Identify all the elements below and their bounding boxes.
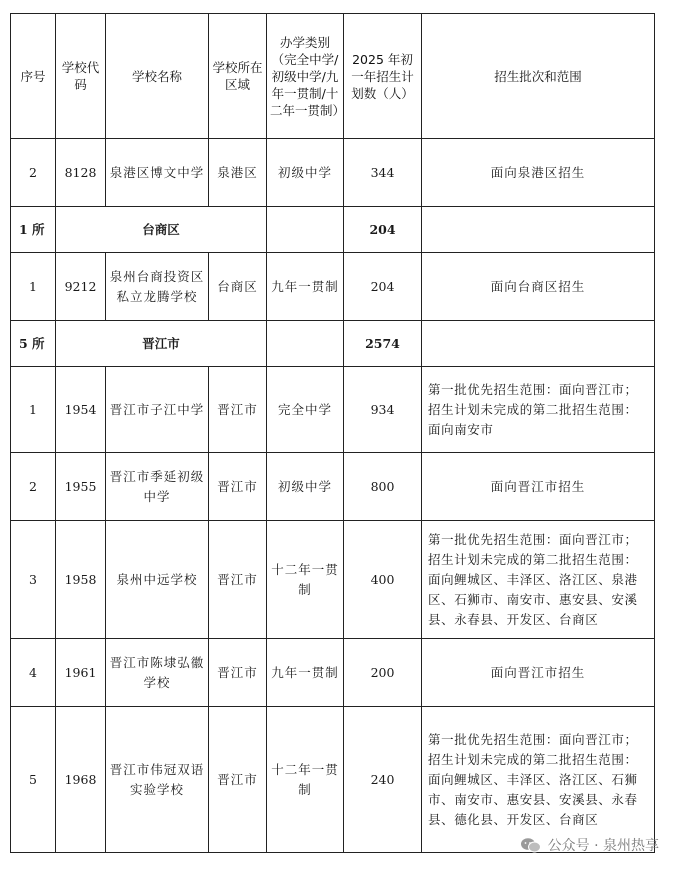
district-empty: [422, 321, 655, 367]
header-scope: 招生批次和范围: [422, 14, 655, 139]
cell-scope: 面向泉港区招生: [422, 139, 655, 207]
cell-seq: 4: [11, 639, 56, 707]
cell-school-name: 晋江市陈埭弘徽学校: [106, 639, 209, 707]
cell-scope: 第一批优先招生范围：面向晋江市；招生计划未完成的第二批招生范围：面向鲤城区、丰泽区、洛江区、泉港区、石狮市、南安市、惠安县、安溪县、永春县、开发区、台商区: [422, 521, 655, 639]
district-name: 台商区: [56, 207, 267, 253]
cell-seq: 1: [11, 367, 56, 453]
district-empty: [267, 207, 344, 253]
table-row: [11, 639, 655, 707]
cell-code: 9212: [56, 253, 106, 321]
cell-type: 初级中学: [267, 453, 344, 521]
cell-seq: 3: [11, 521, 56, 639]
header-name: 学校名称: [106, 14, 209, 139]
cell-plan: 344: [344, 139, 422, 207]
wechat-icon: [520, 837, 542, 853]
wechat-watermark: [520, 835, 659, 855]
cell-type: 九年一贯制: [267, 253, 344, 321]
cell-plan: 200: [344, 639, 422, 707]
cell-seq: 2: [11, 139, 56, 207]
cell-type: 初级中学: [267, 139, 344, 207]
table-row: [11, 367, 655, 453]
cell-district: 晋江市: [209, 367, 267, 453]
cell-scope: 面向台商区招生: [422, 253, 655, 321]
cell-plan: 400: [344, 521, 422, 639]
watermark-text: 公众号 · 泉州热享: [547, 838, 659, 854]
district-name: 晋江市: [56, 321, 267, 367]
cell-school-name: 晋江市季延初级中学: [106, 453, 209, 521]
cell-type: 十二年一贯制: [267, 521, 344, 639]
cell-school-name: 晋江市子江中学: [106, 367, 209, 453]
district-empty: [267, 321, 344, 367]
cell-district: 台商区: [209, 253, 267, 321]
admission-table: [10, 13, 655, 853]
cell-code: 1958: [56, 521, 106, 639]
cell-plan: 800: [344, 453, 422, 521]
cell-school-name: 泉州中远学校: [106, 521, 209, 639]
cell-scope: 面向晋江市招生: [422, 453, 655, 521]
cell-district: 泉港区: [209, 139, 267, 207]
table-row: [11, 521, 655, 639]
cell-scope: 第一批优先招生范围：面向晋江市；招生计划未完成的第二批招生范围：面向鲤城区、丰泽区、洛江区、石狮市、南安市、惠安县、安溪县、永春县、德化县、开发区、台商区: [422, 707, 655, 853]
table-row: [11, 253, 655, 321]
cell-district: 晋江市: [209, 707, 267, 853]
header-seq: 序号: [11, 14, 56, 139]
cell-code: 1954: [56, 367, 106, 453]
header-plan: 2025 年初一年招生计划数（人）: [344, 14, 422, 139]
cell-district: 晋江市: [209, 639, 267, 707]
cell-seq: 1: [11, 253, 56, 321]
cell-school-name: 泉州台商投资区私立龙腾学校: [106, 253, 209, 321]
cell-seq: 2: [11, 453, 56, 521]
cell-school-name: 泉港区博文中学: [106, 139, 209, 207]
header-code: 学校代码: [56, 14, 106, 139]
table-row: [11, 139, 655, 207]
district-plan: 204: [344, 207, 422, 253]
district-count: 1 所: [11, 207, 56, 253]
cell-district: 晋江市: [209, 453, 267, 521]
cell-code: 1968: [56, 707, 106, 853]
cell-scope: 第一批优先招生范围：面向晋江市；招生计划未完成的第二批招生范围：面向南安市: [422, 367, 655, 453]
cell-seq: 5: [11, 707, 56, 853]
table-row: [11, 453, 655, 521]
district-empty: [422, 207, 655, 253]
cell-scope: 面向晋江市招生: [422, 639, 655, 707]
district-plan: 2574: [344, 321, 422, 367]
district-row: [11, 321, 655, 367]
cell-code: 8128: [56, 139, 106, 207]
cell-type: 十二年一贯制: [267, 707, 344, 853]
table-row: [11, 707, 655, 853]
header-district: 学校所在区域: [209, 14, 267, 139]
cell-type: 九年一贯制: [267, 639, 344, 707]
cell-code: 1961: [56, 639, 106, 707]
cell-district: 晋江市: [209, 521, 267, 639]
cell-plan: 934: [344, 367, 422, 453]
cell-code: 1955: [56, 453, 106, 521]
district-row: [11, 207, 655, 253]
header-type: 办学类别（完全中学/初级中学/九年一贯制/十二年一贯制）: [267, 14, 344, 139]
cell-plan: 240: [344, 707, 422, 853]
header-row: [11, 14, 655, 139]
district-count: 5 所: [11, 321, 56, 367]
cell-plan: 204: [344, 253, 422, 321]
cell-school-name: 晋江市伟冠双语实验学校: [106, 707, 209, 853]
cell-type: 完全中学: [267, 367, 344, 453]
